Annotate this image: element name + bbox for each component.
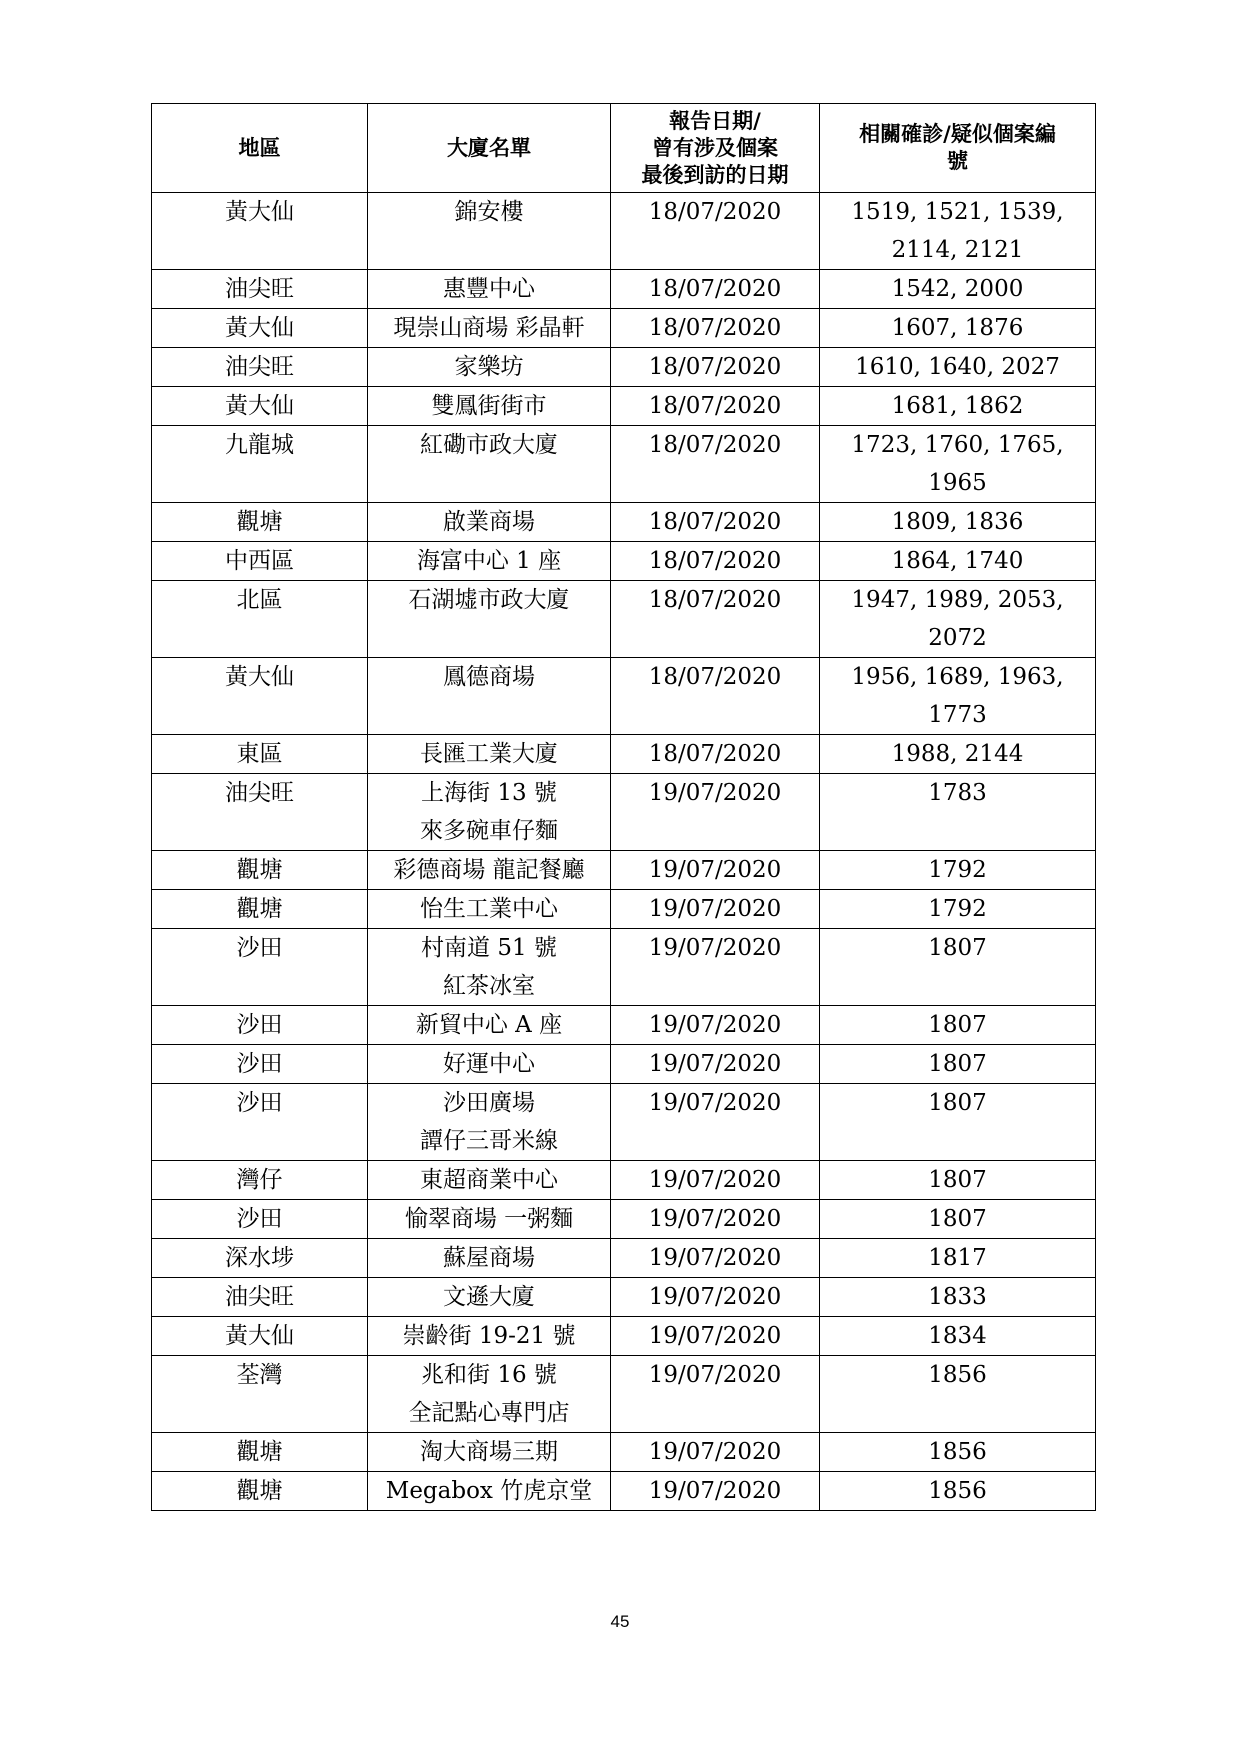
cell-district: 黃大仙: [152, 1317, 368, 1356]
cell-building: [368, 309, 611, 348]
cell-cases: [820, 426, 1096, 503]
cases-line: 1610, 1640, 2027: [855, 354, 1060, 380]
cell-building: [368, 1239, 611, 1278]
header-date: [611, 104, 820, 193]
cases-line: 1809, 1836: [891, 509, 1024, 535]
cell-district: 九龍城: [152, 426, 368, 503]
cell-building: [368, 542, 611, 581]
table-row: [152, 387, 1096, 426]
header-date-line: 曾有涉及個案: [652, 135, 778, 160]
cell-date: 19/07/2020: [611, 1045, 820, 1084]
table-row: [152, 581, 1096, 658]
cases-line: 1542, 2000: [891, 276, 1024, 302]
cell-building: [368, 1161, 611, 1200]
cell-district: 沙田: [152, 1045, 368, 1084]
cell-district: 深水埗: [152, 1239, 368, 1278]
cell-district: 觀塘: [152, 851, 368, 890]
cell-building: [368, 1084, 611, 1161]
cell-date: 19/07/2020: [611, 1356, 820, 1433]
cell-building: [368, 348, 611, 387]
cell-cases: [820, 1161, 1096, 1200]
header-district: 地區: [152, 104, 368, 193]
header-cases-line: 相關確診/疑似個案編: [859, 122, 1056, 146]
building-line: 彩德商場 龍記餐廳: [393, 857, 585, 883]
cell-cases: [820, 735, 1096, 774]
cell-cases: [820, 542, 1096, 581]
header-cases: [820, 104, 1096, 193]
building-line: 紅磡市政大廈: [420, 432, 558, 458]
cases-line: 1807: [928, 1167, 987, 1193]
cell-building: [368, 1472, 611, 1511]
cases-line: 1856: [928, 1478, 987, 1504]
cell-district: 北區: [152, 581, 368, 658]
cell-cases: [820, 774, 1096, 851]
building-line: 村南道 51 號: [421, 935, 557, 961]
cell-building: [368, 581, 611, 658]
cell-building: [368, 1356, 611, 1433]
building-line: 紅茶冰室: [443, 973, 535, 999]
building-line: 全記點心專門店: [408, 1400, 570, 1426]
cell-cases: [820, 270, 1096, 309]
cases-line: 1773: [928, 702, 987, 728]
building-line: 家樂坊: [454, 354, 524, 380]
table-header-row: [152, 104, 1096, 193]
cell-district: 灣仔: [152, 1161, 368, 1200]
cases-line: 1988, 2144: [891, 741, 1024, 767]
cell-cases: [820, 1433, 1096, 1472]
cell-district: 沙田: [152, 1084, 368, 1161]
cases-line: 1681, 1862: [891, 393, 1024, 419]
building-line: 來多碗車仔麵: [420, 818, 558, 844]
cases-line: 1792: [928, 896, 987, 922]
table-row: [152, 1161, 1096, 1200]
cell-district: 觀塘: [152, 890, 368, 929]
cases-line: 1607, 1876: [891, 315, 1024, 341]
building-line: 現崇山商場 彩晶軒: [393, 315, 585, 341]
cell-building: [368, 1045, 611, 1084]
cases-line: 1807: [928, 1206, 987, 1232]
cell-date: 19/07/2020: [611, 890, 820, 929]
building-line: 崇齡街 19-21 號: [402, 1323, 576, 1349]
cell-district: 油尖旺: [152, 774, 368, 851]
table-row: [152, 1045, 1096, 1084]
cell-date: 18/07/2020: [611, 735, 820, 774]
header-date-line: 最後到訪的日期: [641, 162, 789, 187]
cell-date: 19/07/2020: [611, 1161, 820, 1200]
cell-building: [368, 1200, 611, 1239]
building-line: 鳳德商場: [443, 664, 535, 690]
cell-district: 觀塘: [152, 1472, 368, 1511]
table-row: [152, 1006, 1096, 1045]
table-row: [152, 503, 1096, 542]
cell-building: [368, 270, 611, 309]
cell-district: 油尖旺: [152, 270, 368, 309]
building-line: 愉翠商場 一粥麵: [404, 1206, 574, 1232]
table-row: [152, 348, 1096, 387]
cases-line: 1807: [928, 1051, 987, 1077]
cell-district: 黃大仙: [152, 309, 368, 348]
cell-cases: [820, 503, 1096, 542]
table-row: [152, 774, 1096, 851]
cell-date: 18/07/2020: [611, 193, 820, 270]
cell-district: 油尖旺: [152, 1278, 368, 1317]
page-number: 45: [610, 1612, 630, 1631]
table-row: [152, 1356, 1096, 1433]
cell-district: 黃大仙: [152, 387, 368, 426]
cell-date: 18/07/2020: [611, 309, 820, 348]
building-line: 新貿中心 A 座: [415, 1012, 563, 1038]
header-cases-line: 號: [947, 149, 968, 173]
cell-building: [368, 851, 611, 890]
cell-cases: [820, 1278, 1096, 1317]
cell-district: 沙田: [152, 1006, 368, 1045]
cell-cases: [820, 1006, 1096, 1045]
building-line: 怡生工業中心: [420, 896, 558, 922]
cell-date: 18/07/2020: [611, 348, 820, 387]
building-line: 長匯工業大廈: [420, 741, 558, 767]
cell-building: [368, 387, 611, 426]
cases-line: 1807: [928, 935, 987, 961]
cell-building: [368, 774, 611, 851]
cell-date: 18/07/2020: [611, 581, 820, 658]
cell-building: [368, 1317, 611, 1356]
cell-district: 荃灣: [152, 1356, 368, 1433]
cell-building: [368, 658, 611, 735]
cell-cases: [820, 348, 1096, 387]
cell-date: 18/07/2020: [611, 387, 820, 426]
cases-line: 1947, 1989, 2053,: [851, 587, 1064, 613]
cell-cases: [820, 1200, 1096, 1239]
cell-cases: [820, 929, 1096, 1006]
cell-district: 油尖旺: [152, 348, 368, 387]
table-row: [152, 1084, 1096, 1161]
cell-date: 19/07/2020: [611, 774, 820, 851]
cell-date: 19/07/2020: [611, 1433, 820, 1472]
cases-line: 1519, 1521, 1539,: [851, 199, 1064, 225]
cell-district: 中西區: [152, 542, 368, 581]
cell-date: 18/07/2020: [611, 503, 820, 542]
cell-date: 19/07/2020: [611, 851, 820, 890]
table-row: [152, 1278, 1096, 1317]
cell-date: 19/07/2020: [611, 1472, 820, 1511]
cell-cases: [820, 193, 1096, 270]
table-row: [152, 1433, 1096, 1472]
header-building: 大廈名單: [368, 104, 611, 193]
cell-cases: [820, 890, 1096, 929]
building-line: 惠豐中心: [443, 276, 535, 302]
cell-district: 黃大仙: [152, 658, 368, 735]
cell-cases: [820, 581, 1096, 658]
cell-district: 觀塘: [152, 503, 368, 542]
building-line: 雙鳳街街市: [431, 393, 547, 419]
cell-date: 19/07/2020: [611, 1278, 820, 1317]
cell-district: 黃大仙: [152, 193, 368, 270]
cell-date: 18/07/2020: [611, 426, 820, 503]
building-line: 海富中心 1 座: [416, 548, 562, 574]
table-row: [152, 542, 1096, 581]
table-row: [152, 270, 1096, 309]
table-row: [152, 658, 1096, 735]
cell-date: 19/07/2020: [611, 929, 820, 1006]
cases-line: 1807: [928, 1012, 987, 1038]
cases-line: 1723, 1760, 1765,: [851, 432, 1064, 458]
cases-line: 1834: [928, 1323, 987, 1349]
cases-line: 1864, 1740: [891, 548, 1024, 574]
cell-date: 18/07/2020: [611, 270, 820, 309]
table-row: [152, 309, 1096, 348]
table-body: [152, 193, 1096, 1511]
cases-line: 2072: [928, 625, 987, 651]
cell-building: [368, 503, 611, 542]
cell-building: [368, 1006, 611, 1045]
cell-cases: [820, 1472, 1096, 1511]
building-line: 錦安樓: [454, 199, 524, 225]
cell-cases: [820, 658, 1096, 735]
cell-building: [368, 735, 611, 774]
cell-date: 19/07/2020: [611, 1239, 820, 1278]
cases-line: 1856: [928, 1439, 987, 1465]
cell-cases: [820, 1084, 1096, 1161]
table-row: [152, 1472, 1096, 1511]
cell-cases: [820, 1239, 1096, 1278]
cell-cases: [820, 851, 1096, 890]
cases-line: 1856: [928, 1362, 987, 1388]
table-row: [152, 426, 1096, 503]
building-line: 東超商業中心: [420, 1167, 558, 1193]
cell-building: [368, 426, 611, 503]
building-line: 文遜大廈: [443, 1284, 535, 1310]
cell-district: 東區: [152, 735, 368, 774]
cell-building: [368, 890, 611, 929]
building-line: 沙田廣場: [443, 1090, 535, 1116]
header-date-line: 報告日期/: [669, 108, 761, 133]
cell-date: 19/07/2020: [611, 1006, 820, 1045]
cell-cases: [820, 387, 1096, 426]
cell-cases: [820, 1045, 1096, 1084]
cell-district: 沙田: [152, 1200, 368, 1239]
cell-building: [368, 193, 611, 270]
cell-cases: [820, 1317, 1096, 1356]
table-row: [152, 1239, 1096, 1278]
building-line: 石湖墟市政大廈: [408, 587, 570, 613]
table-row: [152, 890, 1096, 929]
cases-line: 1965: [928, 470, 987, 496]
cases-line: 1817: [928, 1245, 987, 1271]
cell-cases: [820, 1356, 1096, 1433]
cell-district: 沙田: [152, 929, 368, 1006]
cell-district: 觀塘: [152, 1433, 368, 1472]
table-row: [152, 851, 1096, 890]
cell-date: 18/07/2020: [611, 658, 820, 735]
cell-building: [368, 929, 611, 1006]
building-line: 啟業商場: [443, 509, 535, 535]
building-line: 好運中心: [443, 1051, 535, 1077]
cell-building: [368, 1433, 611, 1472]
table-row: [152, 735, 1096, 774]
cases-line: 1807: [928, 1090, 987, 1116]
table-row: [152, 1317, 1096, 1356]
cases-line: 1783: [928, 780, 987, 806]
building-line: 譚仔三哥米線: [420, 1128, 558, 1154]
cell-cases: [820, 309, 1096, 348]
building-line: 兆和街 16 號: [421, 1362, 557, 1388]
cases-line: 2114, 2121: [891, 237, 1024, 263]
building-line: 上海街 13 號: [421, 780, 557, 806]
cases-line: 1956, 1689, 1963,: [851, 664, 1064, 690]
cell-building: [368, 1278, 611, 1317]
cases-line: 1833: [928, 1284, 987, 1310]
cell-date: 19/07/2020: [611, 1084, 820, 1161]
cases-line: 1792: [928, 857, 987, 883]
buildings-table: [151, 103, 1096, 1511]
building-line: 蘇屋商場: [443, 1245, 535, 1271]
building-line: 淘大商場三期: [420, 1439, 558, 1465]
cell-date: 19/07/2020: [611, 1317, 820, 1356]
cell-date: 19/07/2020: [611, 1200, 820, 1239]
table-row: [152, 929, 1096, 1006]
table-row: [152, 193, 1096, 270]
table-row: [152, 1200, 1096, 1239]
cell-date: 18/07/2020: [611, 542, 820, 581]
building-line: Megabox 竹虎京堂: [385, 1478, 593, 1504]
